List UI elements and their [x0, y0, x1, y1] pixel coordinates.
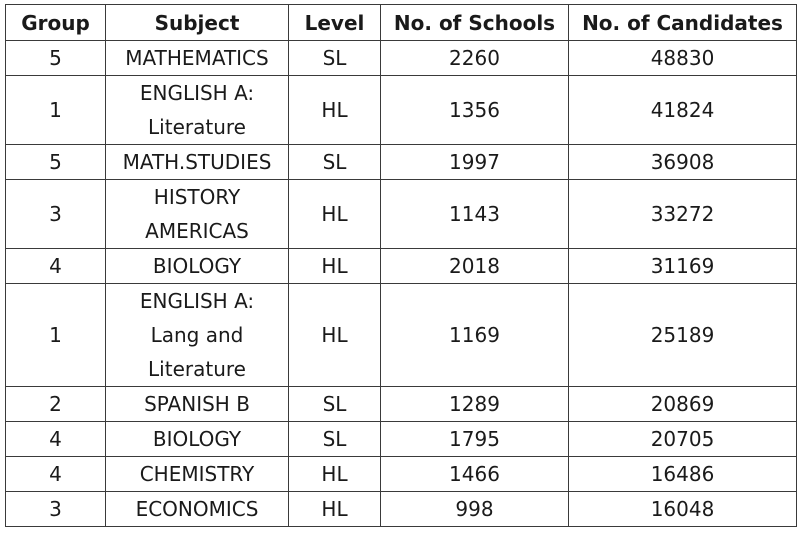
table-body — [6, 41, 797, 527]
cell-group: 1 — [6, 76, 106, 145]
cell-group: 5 — [6, 145, 106, 180]
table-row — [6, 284, 797, 387]
cell-group: 2 — [6, 387, 106, 422]
cell-level: HL — [289, 457, 381, 492]
subject-line: BIOLOGY — [152, 427, 242, 451]
header-subject: Subject — [106, 5, 289, 41]
cell-subject — [106, 284, 289, 387]
cell-subject — [106, 387, 289, 422]
cell-subject — [106, 180, 289, 249]
cell-level: SL — [289, 387, 381, 422]
cell-subject — [106, 492, 289, 527]
subject-line: Lang and — [150, 323, 244, 347]
cell-level: HL — [289, 76, 381, 145]
cell-schools: 1356 — [381, 76, 569, 145]
cell-candidates: 31169 — [569, 249, 797, 284]
subject-line: BIOLOGY — [152, 254, 242, 278]
cell-group: 1 — [6, 284, 106, 387]
table-row — [6, 387, 797, 422]
cell-level: HL — [289, 249, 381, 284]
cell-schools: 2018 — [381, 249, 569, 284]
subject-line: ENGLISH A: — [139, 289, 255, 313]
table-row — [6, 180, 797, 249]
cell-group: 3 — [6, 180, 106, 249]
subjects-table — [5, 4, 797, 527]
cell-schools: 1997 — [381, 145, 569, 180]
table-row — [6, 249, 797, 284]
cell-schools: 1795 — [381, 422, 569, 457]
subject-line: AMERICAS — [145, 219, 249, 243]
header-schools: No. of Schools — [381, 5, 569, 41]
table-row — [6, 457, 797, 492]
cell-schools: 1143 — [381, 180, 569, 249]
header-level: Level — [289, 5, 381, 41]
cell-candidates: 33272 — [569, 180, 797, 249]
header-group: Group — [6, 5, 106, 41]
cell-candidates: 20705 — [569, 422, 797, 457]
table-row — [6, 145, 797, 180]
cell-candidates: 36908 — [569, 145, 797, 180]
cell-subject — [106, 145, 289, 180]
cell-group: 4 — [6, 422, 106, 457]
subject-line: SPANISH B — [144, 392, 250, 416]
cell-candidates: 25189 — [569, 284, 797, 387]
cell-group: 5 — [6, 41, 106, 76]
table-row — [6, 41, 797, 76]
table-row — [6, 76, 797, 145]
cell-level: SL — [289, 145, 381, 180]
cell-schools: 1466 — [381, 457, 569, 492]
cell-subject — [106, 41, 289, 76]
cell-group: 4 — [6, 457, 106, 492]
cell-level: HL — [289, 284, 381, 387]
subject-line: ENGLISH A: — [139, 81, 255, 105]
subject-line: Literature — [148, 115, 246, 139]
cell-candidates: 20869 — [569, 387, 797, 422]
cell-schools: 2260 — [381, 41, 569, 76]
cell-candidates: 48830 — [569, 41, 797, 76]
table-row — [6, 422, 797, 457]
cell-schools: 998 — [381, 492, 569, 527]
subject-line: HISTORY — [153, 185, 241, 209]
cell-subject — [106, 76, 289, 145]
cell-schools: 1289 — [381, 387, 569, 422]
subject-line: ECONOMICS — [135, 497, 259, 521]
cell-candidates: 16048 — [569, 492, 797, 527]
cell-candidates: 41824 — [569, 76, 797, 145]
cell-schools: 1169 — [381, 284, 569, 387]
cell-level: SL — [289, 41, 381, 76]
cell-candidates: 16486 — [569, 457, 797, 492]
cell-subject — [106, 457, 289, 492]
subject-line: MATH.STUDIES — [122, 150, 272, 174]
cell-level: HL — [289, 180, 381, 249]
subject-line: CHEMISTRY — [139, 462, 255, 486]
cell-subject — [106, 249, 289, 284]
cell-level: HL — [289, 492, 381, 527]
cell-group: 3 — [6, 492, 106, 527]
header-candidates: No. of Candidates — [569, 5, 797, 41]
table-row — [6, 492, 797, 527]
subject-line: MATHEMATICS — [125, 46, 269, 70]
cell-group: 4 — [6, 249, 106, 284]
cell-level: SL — [289, 422, 381, 457]
header-row — [6, 5, 797, 41]
subject-line: Literature — [148, 357, 246, 381]
cell-subject — [106, 422, 289, 457]
